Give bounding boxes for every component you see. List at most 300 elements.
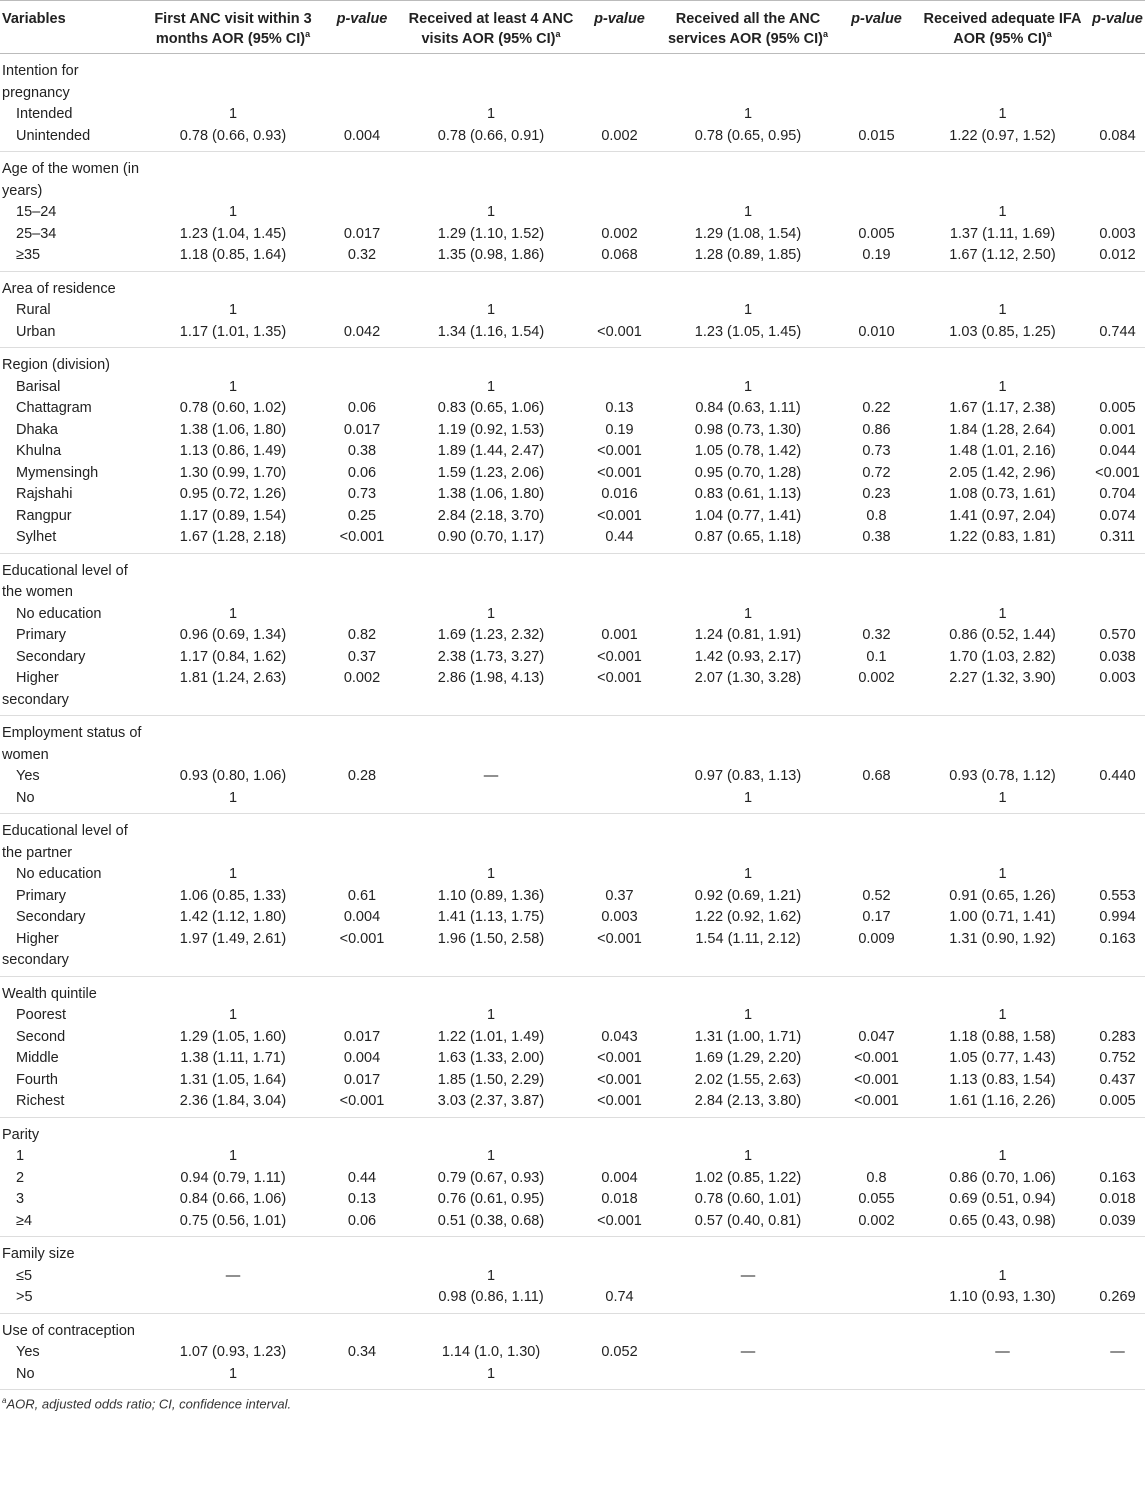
empty-cell [401,54,581,105]
pvalue-cell [838,1005,915,1027]
pvalue-cell [1090,1146,1145,1168]
aor-cell: 0.78 (0.60, 1.02) [179,400,287,416]
aor-cell [143,690,323,716]
pvalue-cell [581,104,658,126]
group-header-row [0,814,1145,865]
pvalue-cell: 0.052 [601,1344,638,1360]
aor-cell: 0.86 (0.70, 1.06) [949,1169,1056,1186]
pvalue-cell: 0.06 [347,464,377,481]
pvalue-cell: 0.13 [347,1191,377,1207]
row-label: 3 [16,1191,25,1207]
pvalue-cell [838,1146,915,1168]
row-label: ≥4 [0,1211,143,1237]
aor-cell: 1 [998,866,1007,882]
aor-cell: 1 [998,302,1007,318]
pvalue-cell [581,202,658,224]
pvalue-cell: 0.570 [1099,627,1136,643]
empty-cell [1090,54,1145,105]
pvalue-cell: 0.752 [1099,1050,1136,1066]
pvalue-cell: <0.001 [597,670,642,686]
table-body [0,54,1145,1390]
pvalue-cell [323,300,401,322]
group-title: Area of residence [2,280,116,297]
aor-cell: 0.78 (0.65, 0.95) [658,126,838,152]
group-title: Use of contraception [2,1322,135,1339]
pvalue-cell: 0.44 [347,1169,377,1186]
table-row [0,907,1145,929]
pvalue-cell: 0.163 [1099,1169,1136,1186]
pvalue-cell: 0.06 [323,1211,401,1237]
aor-cell: 2.07 (1.30, 3.28) [694,670,802,686]
aor-cell: 1 [743,378,753,395]
aor-cell: 0.91 (0.65, 1.26) [949,887,1056,904]
empty-cell [658,553,838,604]
aor-cell: 1.31 (1.00, 1.71) [694,1028,802,1045]
empty-cell [1090,553,1145,604]
row-label: ≤5 [16,1267,33,1284]
table-row [0,668,1145,690]
aor-cell: 2.36 (1.84, 3.04) [143,1091,323,1117]
pvalue-cell [838,300,915,322]
aor-cell: 1.18 (0.88, 1.58) [949,1028,1056,1045]
aor-cell: 1.17 (0.84, 1.62) [179,648,287,665]
aor-cell: 1.48 (1.01, 2.16) [949,443,1056,459]
empty-cell [143,976,323,1005]
pvalue-cell [1090,1266,1145,1288]
row-label: secondary [0,950,143,976]
pvalue-cell: 0.73 [862,443,891,459]
pvalue-cell: <0.001 [597,443,642,459]
aor-cell [401,788,581,814]
aor-cell: 0.97 (0.83, 1.13) [694,768,802,784]
aor-cell [658,1287,838,1313]
table-row [0,1048,1145,1070]
empty-cell [401,271,581,300]
aor-cell: — [995,1344,1010,1360]
aor-cell: 1 [743,106,753,122]
empty-cell [915,553,1090,604]
aor-cell: 1 [486,605,496,622]
aor-cell: 1.07 (0.93, 1.23) [179,1344,287,1360]
aor-cell: — [483,768,499,784]
table-row [0,1027,1145,1049]
empty-cell [915,152,1090,203]
table-row [0,202,1145,224]
aor-cell: 0.78 (0.60, 1.01) [694,1191,802,1207]
aor-cell: 2.38 (1.73, 3.27) [437,648,545,665]
aor-cell: 1.08 (0.73, 1.61) [949,486,1056,502]
aor-cell: 1 [228,204,238,220]
empty-cell [401,814,581,865]
row-label: Intended [16,106,73,122]
pvalue-cell: <0.001 [854,1050,899,1066]
empty-cell [323,976,401,1005]
table-row [0,766,1145,788]
aor-cell: 0.96 (0.69, 1.34) [179,627,287,643]
aor-cell: 1.10 (0.93, 1.30) [915,1287,1090,1313]
aor-cell: 0.84 (0.66, 1.06) [179,1191,287,1207]
aor-cell: 1.29 (1.08, 1.54) [694,225,802,242]
pvalue-cell: 0.005 [858,225,895,242]
pvalue-cell: 0.17 [862,909,891,925]
empty-cell [581,716,658,767]
row-label: Higher [16,930,59,947]
pvalue-cell [323,690,401,716]
pvalue-cell: — [1110,1344,1125,1360]
pvalue-cell: 0.009 [858,930,895,947]
table-row [0,398,1145,420]
row-label: No education [16,605,102,622]
aor-cell: 2.84 (2.18, 3.70) [437,507,545,524]
header-pvalue-3 [838,1,915,54]
empty-cell [323,553,401,604]
pvalue-cell [838,788,915,814]
aor-cell: 1.41 (1.13, 1.75) [437,909,545,925]
aor-cell: 1.13 (0.86, 1.49) [179,443,287,459]
empty-cell [581,271,658,300]
pvalue-cell [838,202,915,224]
empty-cell [143,1237,323,1266]
aor-cell: 2.86 (1.98, 4.13) [437,670,545,686]
pvalue-cell: <0.001 [1095,464,1140,481]
aor-cell: 2.02 (1.55, 2.63) [694,1071,802,1088]
pvalue-cell [581,690,658,716]
row-label: Poorest [16,1007,66,1023]
table-row [0,1070,1145,1092]
empty-cell [915,716,1090,767]
footnote-sup: a [2,1396,7,1405]
pvalue-cell: 0.37 [347,648,377,665]
empty-cell [658,1313,838,1342]
pvalue-cell: 0.44 [581,527,658,553]
aor-cell: 1 [401,1364,581,1390]
pvalue-cell [1090,864,1145,886]
pvalue-cell: 0.010 [838,322,915,348]
aor-cell: 1.22 (0.83, 1.81) [915,527,1090,553]
pvalue-cell: <0.001 [339,930,385,947]
pvalue-cell: <0.001 [581,1211,658,1237]
row-label: 15–24 [16,204,57,220]
empty-cell [1090,976,1145,1005]
group-header-row [0,1237,1145,1266]
aor-cell: 0.83 (0.65, 1.06) [437,400,545,416]
table-footnote [0,1390,1145,1411]
group-title: Employment status of women [2,725,142,763]
empty-cell [838,348,915,377]
pvalue-cell: 0.038 [1099,648,1136,665]
aor-cell: — [740,1344,756,1360]
aor-cell: 2.05 (1.42, 2.96) [949,464,1056,481]
aor-cell: 1.30 (0.99, 1.70) [179,464,287,481]
aor-cell: 1 [658,788,838,814]
aor-cell: 1 [998,378,1007,395]
aor-cell: 1.05 (0.77, 1.43) [949,1050,1056,1066]
aor-cell: 1 [228,378,238,395]
aor-cell: 1.69 (1.29, 2.20) [694,1050,802,1066]
aor-cell: 1 [228,1007,238,1023]
pvalue-cell [1090,377,1145,399]
pvalue-cell [1090,1364,1145,1390]
row-label: Urban [0,322,143,348]
table-row [0,1287,1145,1313]
table-row [0,104,1145,126]
pvalue-cell: 0.084 [1090,126,1145,152]
pvalue-cell: 0.004 [343,1050,381,1066]
pvalue-cell: 0.068 [581,245,658,271]
aor-cell: 1.38 (1.11, 1.71) [180,1050,286,1066]
pvalue-cell: 0.003 [1099,670,1136,686]
table-row [0,1342,1145,1364]
aor-cell: 1 [743,1007,753,1023]
pvalue-cell: 0.039 [1090,1211,1145,1237]
aor-cell: 1 [998,605,1007,622]
group-title: Age of the women (in years) [2,161,140,199]
header-adequate-ifa [915,1,1090,54]
pvalue-cell: <0.001 [597,1071,642,1088]
empty-cell [581,1313,658,1342]
empty-cell [658,271,838,300]
header-sup: a [305,29,311,40]
aor-cell: 1.81 (1.24, 2.63) [179,670,287,686]
row-label: Barisal [16,378,61,395]
pvalue-cell: 0.017 [343,421,381,438]
pvalue-cell: 0.8 [866,1169,887,1186]
empty-cell [581,348,658,377]
aor-cell: 1.06 (0.85, 1.33) [179,887,287,904]
header-pvalue-1 [323,1,401,54]
aor-cell: 0.75 (0.56, 1.01) [143,1211,323,1237]
empty-cell [401,1117,581,1146]
empty-cell [143,54,323,105]
group-title: Educational level of the partner [2,823,128,861]
aor-cell: 0.76 (0.61, 0.95) [437,1191,545,1207]
empty-cell [1090,271,1145,300]
pvalue-cell: 0.28 [347,768,377,784]
aor-cell: 1.19 (0.92, 1.53) [437,421,545,438]
aor-cell: 1.13 (0.83, 1.54) [949,1071,1056,1088]
aor-cell [915,950,1090,976]
pvalue-cell: 0.004 [601,1169,638,1186]
aor-cell: 1.34 (1.16, 1.54) [401,322,581,348]
pvalue-cell [838,1266,915,1288]
pvalue-label: p-value [1092,11,1143,27]
aor-cell: 1.29 (1.10, 1.52) [437,225,545,242]
table-row [0,463,1145,485]
pvalue-cell [838,1364,915,1390]
pvalue-cell [323,1287,401,1313]
pvalue-cell [581,864,658,886]
aor-cell [915,1364,1090,1390]
table-row [0,441,1145,463]
empty-cell [323,54,401,105]
group-header-row [0,716,1145,767]
empty-cell [401,716,581,767]
aor-cell: 1.38 (1.06, 1.80) [179,421,287,438]
empty-cell [581,976,658,1005]
footnote-text: AOR, adjusted odds ratio; CI, confidence interval. [6,1396,292,1412]
row-label: Rural [16,302,51,318]
aor-cell: 1.31 (0.90, 1.92) [949,930,1056,947]
group-title: Region (division) [2,357,110,373]
pvalue-cell: 0.52 [862,887,891,904]
pvalue-cell [838,1342,915,1364]
empty-cell [143,716,323,767]
pvalue-cell: <0.001 [838,1091,915,1117]
aor-cell: 1 [998,1267,1007,1284]
empty-cell [658,152,838,203]
empty-cell [323,1117,401,1146]
pvalue-cell: 0.047 [858,1028,895,1045]
pvalue-cell: 0.002 [581,126,658,152]
pvalue-cell [323,864,401,886]
pvalue-cell [1090,604,1145,626]
pvalue-cell: 0.003 [601,909,638,925]
pvalue-cell: 0.32 [862,627,891,643]
empty-cell [838,976,915,1005]
table-row [0,484,1145,506]
pvalue-cell [1090,202,1145,224]
aor-cell: 1 [486,106,496,122]
empty-cell [143,152,323,203]
pvalue-cell: 0.311 [1090,527,1145,553]
aor-cell: 1 [998,1148,1007,1164]
pvalue-cell: 0.38 [347,443,377,459]
aor-cell: 0.84 (0.63, 1.11) [695,400,801,416]
table-row [0,929,1145,951]
aor-cell: 1.22 (0.92, 1.62) [694,909,802,925]
aor-cell: 1 [998,106,1007,122]
aor-cell: 1.22 (0.97, 1.52) [915,126,1090,152]
aor-cell [143,950,323,976]
aor-cell: 0.98 (0.86, 1.11) [401,1287,581,1313]
pvalue-cell: <0.001 [597,464,642,481]
aor-cell: 1 [486,1267,496,1284]
aor-cell: 1.84 (1.28, 2.64) [949,421,1056,438]
pvalue-cell: 0.004 [343,909,381,925]
empty-cell [915,348,1090,377]
row-label: Middle [16,1050,59,1066]
empty-cell [838,1117,915,1146]
aor-cell: 1.37 (1.11, 1.69) [949,225,1056,242]
aor-cell: 1 [998,1007,1007,1023]
table-row [0,625,1145,647]
pvalue-cell: 0.553 [1099,887,1136,904]
empty-cell [581,1117,658,1146]
pvalue-cell [323,202,401,224]
pvalue-cell [581,1146,658,1168]
pvalue-cell [581,950,658,976]
pvalue-cell: 0.002 [838,1211,915,1237]
pvalue-cell [323,604,401,626]
row-label: Unintended [0,126,143,152]
pvalue-cell: 0.32 [323,245,401,271]
empty-cell [838,271,915,300]
aor-cell: 1 [228,106,238,122]
aor-cell: 0.87 (0.65, 1.18) [658,527,838,553]
pvalue-cell: 0.704 [1099,486,1136,502]
aor-cell: 1 [143,1364,323,1390]
row-label: Yes [16,1344,40,1360]
group-header-row [0,348,1145,377]
table-row [0,864,1145,886]
empty-cell [915,1117,1090,1146]
pvalue-cell: 0.13 [605,400,634,416]
empty-cell [581,54,658,105]
pvalue-cell: 0.015 [838,126,915,152]
group-title: Parity [2,1126,40,1143]
group-header-row [0,1313,1145,1342]
empty-cell [323,1237,401,1266]
row-label: Dhaka [16,421,58,438]
pvalue-cell [1090,690,1145,716]
table-row [0,1211,1145,1237]
empty-cell [1090,716,1145,767]
table-row [0,1091,1145,1117]
table-row [0,527,1145,553]
aor-cell: 1 [915,788,1090,814]
pvalue-cell: 0.06 [347,400,377,416]
aor-cell: 1.22 (1.01, 1.49) [437,1028,545,1045]
aor-cell: 0.51 (0.38, 0.68) [401,1211,581,1237]
pvalue-cell [1090,788,1145,814]
aor-cell: 1.04 (0.77, 1.41) [694,507,802,524]
header-all-services [658,1,838,54]
aor-cell: 0.78 (0.66, 0.93) [143,126,323,152]
table-row [0,788,1145,814]
empty-cell [1090,1117,1145,1146]
aor-cell: 1.23 (1.04, 1.45) [179,225,287,242]
table-row [0,224,1145,246]
empty-cell [143,348,323,377]
pvalue-cell [581,1005,658,1027]
empty-cell [915,1237,1090,1266]
empty-cell [323,271,401,300]
pvalue-cell: <0.001 [854,1071,899,1088]
row-label: Richest [0,1091,143,1117]
aor-cell: 1.42 (1.12, 1.80) [179,909,287,925]
header-first-anc-text: First ANC visit within 3 months AOR (95% CI) [154,11,312,47]
pvalue-label: p-value [594,11,645,27]
aor-cell: 1.97 (1.49, 2.61) [179,930,287,947]
pvalue-cell [838,377,915,399]
pvalue-cell: 0.002 [601,225,638,242]
pvalue-cell: 0.005 [1090,1091,1145,1117]
empty-cell [1090,348,1145,377]
pvalue-cell: 0.74 [581,1287,658,1313]
aor-cell: 0.92 (0.69, 1.21) [694,887,802,904]
aor-cell: 1.29 (1.05, 1.60) [179,1028,287,1045]
pvalue-cell: 0.22 [862,400,891,416]
table-row [0,322,1145,348]
table-row [0,886,1145,908]
pvalue-cell: 0.437 [1099,1071,1136,1088]
pvalue-cell: 0.82 [347,627,377,643]
pvalue-cell: 0.61 [347,887,377,904]
aor-cell: 1.17 (1.01, 1.35) [143,322,323,348]
pvalue-cell: <0.001 [323,1091,401,1117]
empty-cell [323,716,401,767]
aor-cell: 0.90 (0.70, 1.17) [401,527,581,553]
empty-cell [581,814,658,865]
empty-cell [915,54,1090,105]
aor-cell: 1.35 (0.98, 1.86) [401,245,581,271]
row-label: 1 [16,1148,25,1164]
empty-cell [1090,1237,1145,1266]
aor-cell: 0.83 (0.61, 1.13) [694,486,802,502]
row-label: Primary [16,627,66,643]
row-label: Rajshahi [16,486,73,502]
header-pvalue-2 [581,1,658,54]
